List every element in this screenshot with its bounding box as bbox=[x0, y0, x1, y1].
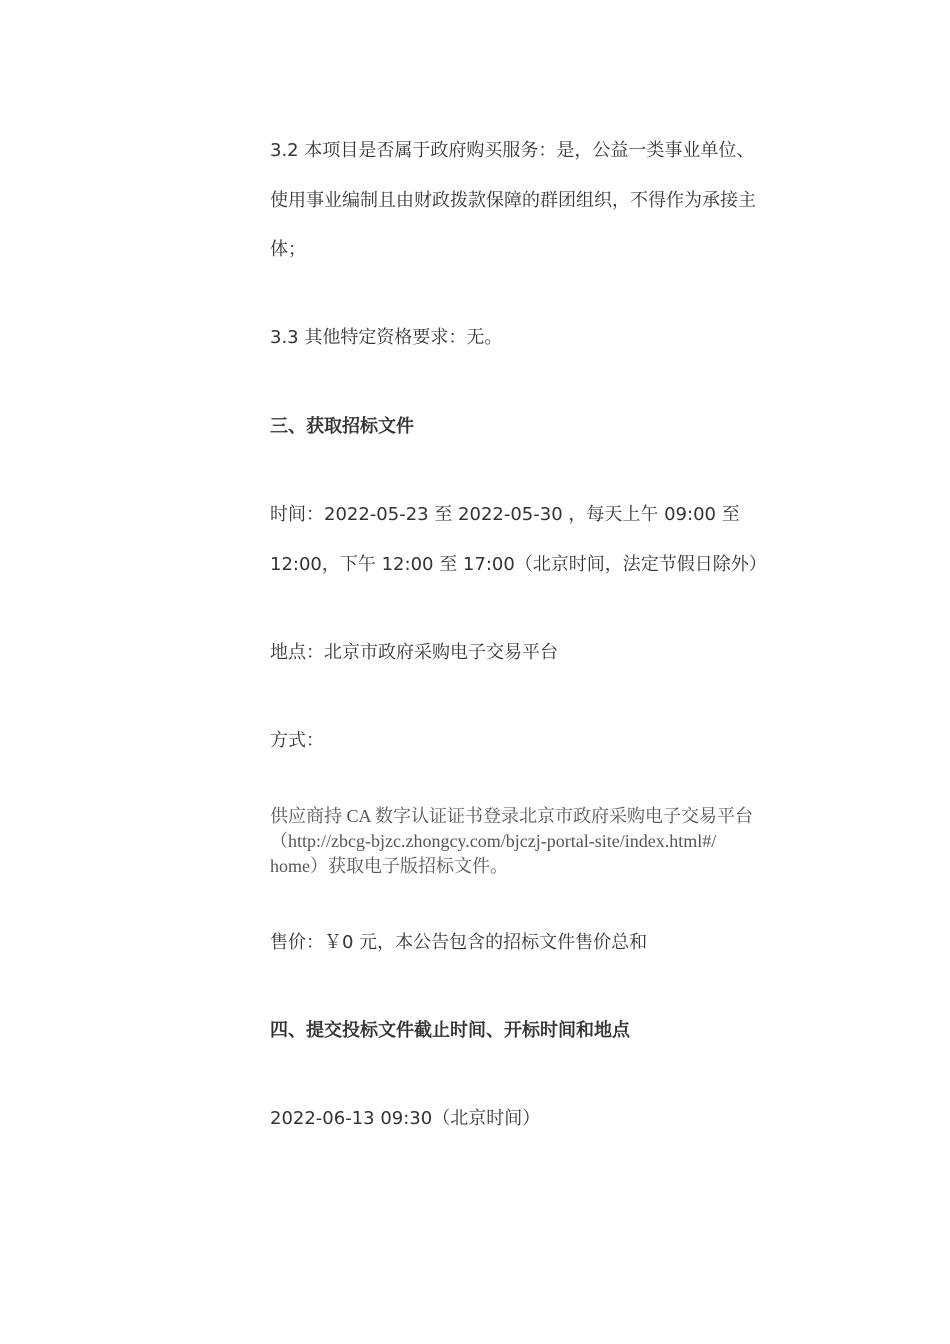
time-line-2: 12:00，下午 12:00 至 17:00（北京时间，法定节假日除外） bbox=[270, 553, 767, 575]
section-3-2-line-1: 3.2 本项目是否属于政府购买服务：是，公益一类事业单位、 bbox=[270, 140, 755, 161]
method-detail-line-3: home）获取电子版招标文件。 bbox=[270, 856, 508, 876]
time-paragraph bbox=[270, 490, 795, 589]
section-3-2-line-2: 使用事业编制且由财政拨款保障的群团组织，不得作为承接主 bbox=[270, 189, 756, 211]
price-paragraph: 售价：￥0 元，本公告包含的招标文件售价总和 bbox=[270, 932, 648, 953]
method-detail-line-1: 供应商持 CA 数字认证证书登录北京市政府采购电子交易平台 bbox=[270, 806, 754, 826]
time-line-1: 时间：2022-05-23 至 2022-05-30 ，每天上午 09:00 至 bbox=[270, 504, 740, 525]
deadline-paragraph: 2022-06-13 09:30（北京时间） bbox=[270, 1108, 541, 1129]
method-label: 方式： bbox=[270, 730, 324, 751]
section-3-3-paragraph: 3.3 其他特定资格要求：无。 bbox=[270, 327, 503, 348]
method-detail-line-2: （http://zbcg-bjzc.zhongcy.com/bjczj-portal-site/index.html#/ bbox=[270, 831, 717, 851]
location-paragraph: 地点：北京市政府采购电子交易平台 bbox=[270, 642, 558, 663]
method-detail-paragraph bbox=[270, 804, 800, 879]
section-3-2-line-3: 体； bbox=[270, 239, 306, 260]
section-3-2-paragraph bbox=[270, 126, 795, 275]
section-heading-3: 三、获取招标文件 bbox=[270, 416, 414, 437]
section-heading-4: 四、提交投标文件截止时间、开标时间和地点 bbox=[270, 1020, 630, 1041]
